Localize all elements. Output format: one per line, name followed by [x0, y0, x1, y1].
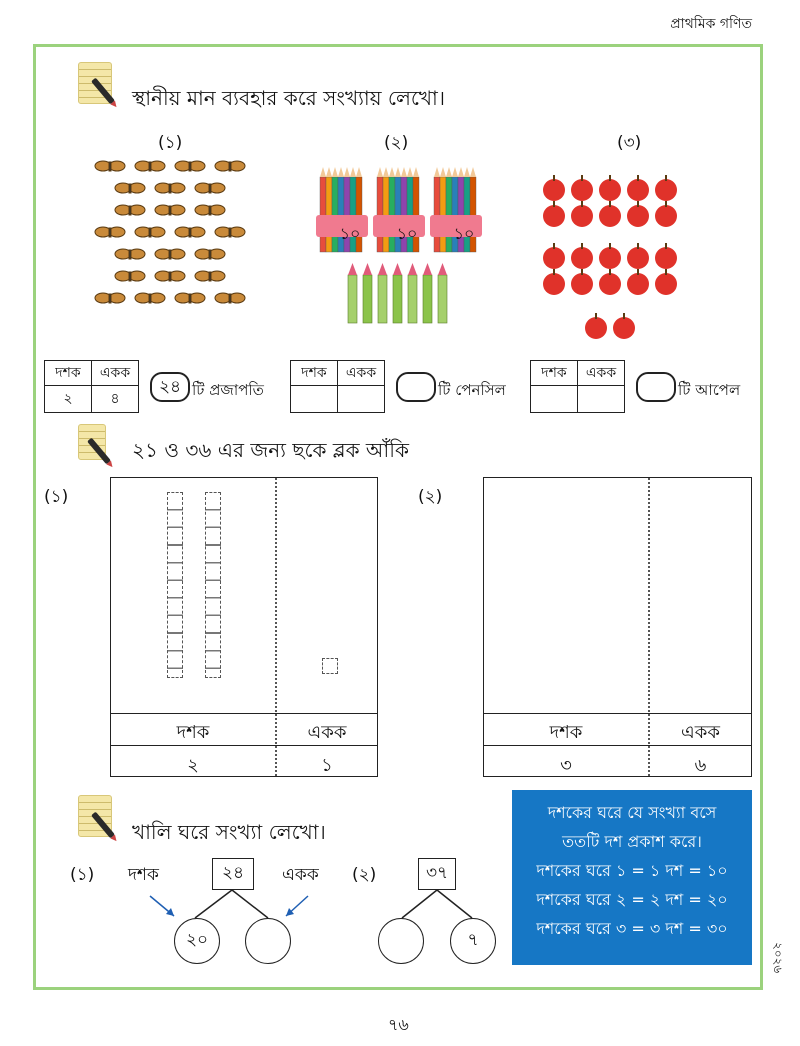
tens-header: দশক	[531, 361, 578, 386]
butterfly-icon	[135, 161, 165, 171]
item-label-3: (৩)	[617, 133, 642, 153]
tens-value: ৩	[560, 755, 572, 776]
pencil-icon	[438, 263, 447, 323]
info-box	[512, 790, 752, 965]
place-value-table-3	[530, 360, 625, 413]
apple-icon	[571, 175, 593, 201]
place-value-table-1	[44, 360, 139, 413]
block-chart-1	[110, 477, 378, 777]
pencil-icon	[378, 263, 387, 323]
ones-value[interactable]: ৪	[92, 386, 139, 413]
block-chart-2[interactable]	[483, 477, 752, 777]
butterfly-icon	[135, 227, 165, 237]
info-line-3: দশকের ঘরে ১ = ১ দশ = ১০	[536, 861, 728, 880]
butterfly-icon	[155, 249, 185, 259]
butterfly-icon	[95, 227, 125, 237]
bond-circle-tens-1[interactable]: ২০	[174, 918, 220, 964]
pencil-icon	[408, 263, 417, 323]
apple-icon	[543, 269, 565, 295]
ones-value[interactable]	[338, 386, 385, 413]
answer-box-2[interactable]	[396, 372, 436, 402]
info-line-2: ততটি দশ প্রকাশ করে।	[562, 832, 702, 851]
apple-icon	[655, 201, 677, 227]
butterfly-icon	[95, 293, 125, 303]
bond-circle-tens-2[interactable]	[378, 918, 424, 964]
apple-icon	[599, 175, 621, 201]
item-label-2: (২)	[384, 133, 409, 153]
section3-title: খালি ঘরে সংখ্যা লেখো।	[132, 820, 326, 844]
tens-header: দশক	[549, 722, 583, 743]
apple-icon	[599, 269, 621, 295]
apples-illustration	[538, 172, 698, 347]
info-line-5: দশকের ঘরে ৩ = ৩ দশ = ৩০	[536, 919, 728, 938]
chart-label-2: (২)	[418, 487, 443, 507]
number-bond-lines-1	[140, 888, 320, 968]
bond-circle-ones-2[interactable]: ৭	[450, 918, 496, 964]
tens-header: দশক	[45, 361, 92, 386]
tens-header: দশক	[176, 722, 210, 743]
butterfly-icon	[175, 227, 205, 237]
tens-value[interactable]: ২	[45, 386, 92, 413]
ones-header: একক	[338, 361, 385, 386]
butterfly-icon	[195, 183, 225, 193]
unit-pencils: টি পেনসিল	[438, 381, 506, 399]
side-year: ২০২৬	[771, 942, 785, 974]
unit-apples: টি আপেল	[678, 381, 741, 399]
butterflies-illustration	[88, 152, 258, 317]
apple-icon	[599, 201, 621, 227]
butterfly-icon	[175, 293, 205, 303]
apple-icon	[627, 269, 649, 295]
place-value-table-2	[290, 360, 385, 413]
ones-value: ১	[321, 755, 333, 776]
butterfly-icon	[95, 161, 125, 171]
row-divider	[111, 713, 377, 714]
tens-word: দশক	[128, 865, 159, 885]
butterfly-icon	[155, 205, 185, 215]
apple-icon	[655, 175, 677, 201]
pencil-icon	[393, 263, 402, 323]
butterfly-icon	[175, 161, 205, 171]
ones-header: একক	[681, 722, 720, 743]
butterfly-icon	[195, 205, 225, 215]
item-label-1: (১)	[158, 133, 183, 153]
section2-title: ২১ ও ৩৬ এর জন্য ছকে ব্লক আঁকি	[132, 438, 409, 462]
pencil-icon	[363, 263, 372, 323]
apple-icon	[627, 201, 649, 227]
apple-icon	[543, 243, 565, 269]
apple-icon	[543, 175, 565, 201]
number-box-2: ৩৭	[418, 858, 456, 890]
apple-icon	[585, 313, 607, 339]
info-line-1: দশকের ঘরে যে সংখ্যা বসে	[547, 803, 717, 822]
butterfly-icon	[135, 293, 165, 303]
number-box-1: ২৪	[212, 858, 254, 890]
bond-circle-ones-1[interactable]	[245, 918, 291, 964]
bundle-label-2: ১০	[396, 224, 418, 243]
info-line-4: দশকের ঘরে ২ = ২ দশ = ২০	[536, 890, 728, 909]
butterfly-icon	[215, 293, 245, 303]
tens-rod	[205, 492, 221, 678]
arrow-icon	[166, 908, 174, 916]
row-divider	[484, 713, 751, 714]
bundle-label-3: ১০	[453, 224, 475, 243]
ones-value[interactable]	[578, 386, 625, 413]
apple-icon	[599, 243, 621, 269]
ones-header: একক	[307, 722, 347, 743]
butterfly-icon	[115, 205, 145, 215]
butterfly-icon	[215, 161, 245, 171]
butterfly-icon	[215, 227, 245, 237]
butterfly-icon	[155, 183, 185, 193]
apple-icon	[543, 201, 565, 227]
bundle-label-1: ১০	[339, 224, 361, 243]
answer-box-1[interactable]: ২৪	[150, 372, 190, 402]
section1-title: স্থানীয় মান ব্যবহার করে সংখ্যায় লেখো।	[132, 86, 445, 110]
tens-rod	[167, 492, 183, 678]
ones-header: একক	[578, 361, 625, 386]
apple-icon	[627, 243, 649, 269]
problem-label-2: (২)	[352, 865, 377, 885]
tens-header: দশক	[291, 361, 338, 386]
butterfly-icon	[195, 271, 225, 281]
book-title: প্রাথমিক গণিত	[670, 16, 752, 32]
tens-value[interactable]	[291, 386, 338, 413]
pencil-icon	[423, 263, 432, 323]
answer-box-3[interactable]	[636, 372, 676, 402]
apple-icon	[627, 175, 649, 201]
tens-value[interactable]	[531, 386, 578, 413]
pencil-icon	[348, 263, 357, 323]
tens-value: ২	[187, 755, 199, 776]
butterfly-icon	[115, 183, 145, 193]
page-number: ৭৬	[388, 1015, 409, 1034]
apple-icon	[571, 201, 593, 227]
problem-label-1: (১)	[70, 865, 95, 885]
apple-icon	[571, 243, 593, 269]
ones-header: একক	[92, 361, 139, 386]
butterfly-icon	[155, 271, 185, 281]
ones-word: একক	[282, 865, 319, 885]
apple-icon	[613, 313, 635, 339]
ones-value: ৬	[694, 755, 707, 776]
unit-butterflies: টি প্রজাপতি	[192, 381, 264, 399]
unit-block	[322, 658, 338, 674]
apple-icon	[655, 243, 677, 269]
butterfly-icon	[195, 249, 225, 259]
butterfly-icon	[115, 271, 145, 281]
chart-label-1: (১)	[44, 487, 69, 507]
apple-icon	[655, 269, 677, 295]
apple-icon	[571, 269, 593, 295]
butterfly-icon	[115, 249, 145, 259]
